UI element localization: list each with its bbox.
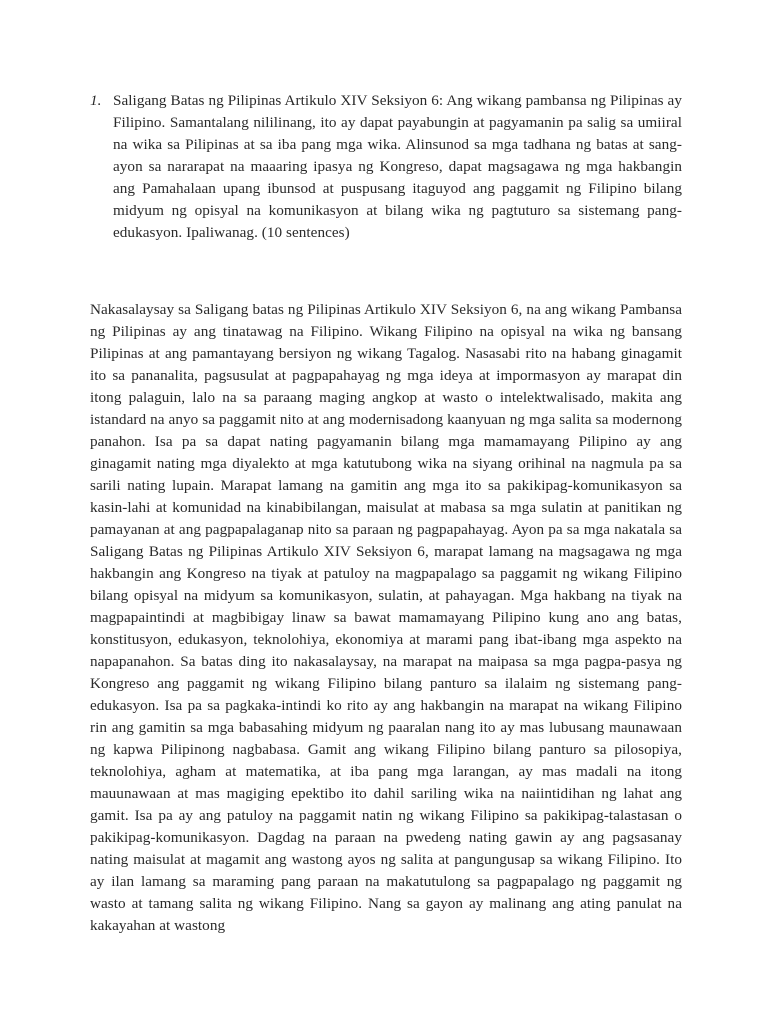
question-number: 1.: [90, 92, 102, 109]
question-item: [90, 90, 682, 244]
question-text: Saligang Batas ng Pilipinas Artikulo XIV Seksiyon 6: Ang wikang pambansa ng Pilipinas ay Filipino. Samantalang nililinang, ito ay dapat payabungin at pagyamanin pa salig sa umiiral na wika sa Pilipinas at sa iba pang mga wika. Alinsunod sa mga tadhana ng batas at sang-ayon sa nararapat na maaaring ipasya ng Kongreso, dapat magsagawa ng mga hakbangin ang Pamahalaan upang ibunsod at puspusang itaguyod ang paggamit ng Filipino bilang midyum ng opisyal na komunikasyon at bilang wika ng pagtuturo sa sistemang pang-edukasyon. Ipaliwanag. (10 sentences): [113, 92, 682, 241]
essay-paragraph: Nakasalaysay sa Saligang batas ng Pilipinas Artikulo XIV Seksiyon 6, na ang wikang Pambansa ng Pilipinas ay ang tinatawag na Filipino. Wikang Filipino na opisyal na wika ng bansang Pilipinas at ang pamantayang bersiyon ng wikang Tagalog. Nasasabi rito na habang ginagamit ito sa pananalita, pagsusulat at pagpapahayag ng mga ideya at impormasyon ay marapat din itong palaguin, lalo na sa paraang maging angkop at wasto o intelektwalisado, makita ang istandard na anyo sa paggamit nito at ang modernisadong kaanyuan ng mga salita sa modernong panahon. Isa pa sa dapat nating pagyamanin bilang mga mamamayang Pilipino ay ang ginagamit nating mga diyalekto at mga katutubong wika na siyang orihinal na nagmula pa sa sarili nating lupain. Marapat lamang na gamitin ang mga ito sa pakikipag-komunikasyon sa kasin-lahi at komunidad na kinabibilangan, maisulat at mabasa sa mga sulatin at panitikan ng pamayanan at ang pagpapalaganap nito sa paraan ng pagpapahayag. Ayon pa sa mga nakatala sa Saligang Batas ng Pilipinas Artikulo XIV Seksiyon 6, marapat lamang na magsagawa ng mga hakbangin ang Kongreso na tiyak at patuloy na magpapalago sa paggamit ng wikang Filipino bilang opisyal na midyum sa komunikasyon, sulatin, at pahayagan. Mga hakbang na tiyak na magpapaintindi at magbibigay linaw sa bawat mamamayang Pilipino kung ano ang batas, konstitusyon, edukasyon, teknolohiya, ekonomiya at marami pang ibat-ibang mga aspekto na napapanahon. Sa batas ding ito nakasalaysay, na marapat na maipasa sa mga pagpa-pasya ng Kongreso ang paggamit ng wikang Filipino bilang panturo sa ilalaim ng sistemang pang-edukasyon. Isa pa sa pagkaka-intindi ko rito ay ang hakbangin na marapat na wikang Filipino rin ang gamitin sa mga babasahing midyum ng paaralan nang ito ay mas lubusang maunawaan ng kapwa Pilipinong nagbabasa. Gamit ang wikang Filipino bilang panturo sa pilosopiya, teknolohiya, agham at matematika, at iba pang mga larangan, ay mas madali na itong mauunawaan at mas magiging epektibo ito dahil sariling wika na naiintidihan ng lahat ang gamit. Isa pa ay ang patuloy na paggamit natin ng wikang Filipino sa pakikipag-talastasan o pakikipag-komunikasyon. Dagdag na paraan na pwedeng nating gawin ay ang pagsasanay nating maisulat at magamit ang wastong ayos ng salita at pangungusap sa wikang Filipino. Ito ay ilan lamang sa maraming pang paraan na makatutulong sa pagpapalago ng paggamit ng wasto at tamang salita ng wikang Filipino. Nang sa gayon ay malinang ang ating panulat na kakayahan at wastong: [90, 301, 682, 934]
